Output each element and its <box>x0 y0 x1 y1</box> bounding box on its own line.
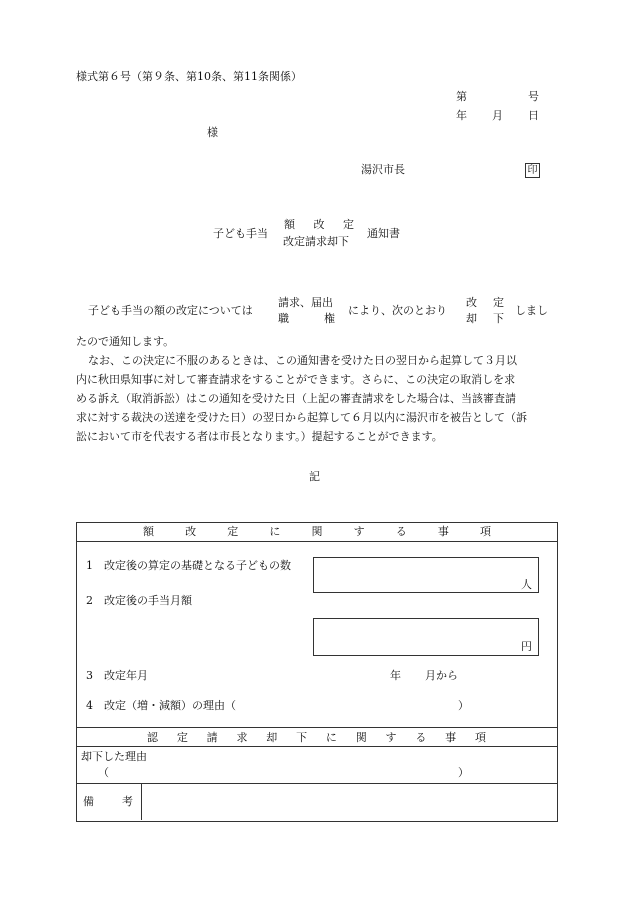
header-char: 項 <box>474 731 486 744</box>
choice2-bottom <box>466 313 504 324</box>
header-char: に <box>325 731 337 744</box>
header-char: 関 <box>311 525 323 538</box>
intro-text-before: 子ども手当の額の改定については <box>88 304 253 317</box>
intro-text-continued: たので通知します。 <box>76 335 175 348</box>
title-option-bottom: 改定請求却下 <box>283 235 349 248</box>
header-char: 改 <box>185 525 197 538</box>
rejection-close-paren: ） <box>458 766 469 779</box>
remarks-char: 考 <box>122 795 133 808</box>
seal-stamp: 印 <box>525 163 540 178</box>
choice2-bottom-char: 下 <box>493 312 504 325</box>
monthly-amount-unit: 円 <box>521 640 532 653</box>
header-char: 定 <box>176 731 188 744</box>
header-char: 認 <box>147 731 158 744</box>
header-char: 下 <box>296 731 308 744</box>
title-top-char: 定 <box>343 218 354 231</box>
children-count-field[interactable] <box>313 557 539 593</box>
choice1-top: 請求、届出 <box>278 296 333 309</box>
choice1-bottom-char: 職 <box>278 312 289 325</box>
section1-header <box>143 526 491 537</box>
item4-close-paren: ） <box>458 699 469 712</box>
item4-label: 4 改定（増・減額）の理由（ <box>86 699 236 712</box>
header-char: 請 <box>206 731 218 744</box>
header-char: る <box>395 525 407 538</box>
notice-line: める訴え（取消訴訟）はこの通知を受けた日（上記の審査請求をした場合は、当該審査請 <box>76 392 516 405</box>
rejection-open-paren: （ <box>98 766 109 779</box>
choice1-bottom <box>278 313 335 324</box>
revision-month: 月から <box>425 669 458 682</box>
date-day: 日 <box>528 109 539 122</box>
children-count-unit: 人 <box>521 578 532 591</box>
header-char: 項 <box>480 525 491 538</box>
divider <box>76 541 557 542</box>
title-prefix: 子ども手当 <box>213 227 268 240</box>
ki-heading: 記 <box>309 470 320 483</box>
doc-number-suffix: 号 <box>528 90 539 103</box>
rejection-reason-label: 却下した理由 <box>81 750 147 763</box>
header-char: 事 <box>445 731 457 744</box>
form-number: 様式第６号（第９条、第10条、第11条関係） <box>76 70 302 83</box>
remarks-char: 備 <box>83 795 94 808</box>
date-year: 年 <box>456 109 467 122</box>
header-char: に <box>269 525 281 538</box>
header-char: す <box>353 525 365 538</box>
notice-line: 求に対する裁決の送達を受けた日）の翌日から起算して６月以内に湯沢市を被告として（訴 <box>76 411 527 424</box>
revision-year: 年 <box>390 669 401 682</box>
notice-line: 内に秋田県知事に対して審査請求をすることができます。さらに、この決定の取消しを求 <box>76 373 516 386</box>
notice-line: 訟において市を代表する者は市長となります。）提起することができます。 <box>76 430 443 443</box>
header-char: 定 <box>227 525 239 538</box>
header-char: る <box>415 731 427 744</box>
header-char: 事 <box>437 525 449 538</box>
divider <box>76 727 557 728</box>
date-month: 月 <box>492 109 503 122</box>
doc-number-prefix: 第 <box>456 90 467 103</box>
header-char: す <box>385 731 397 744</box>
header-char: 関 <box>355 731 367 744</box>
title-suffix: 通知書 <box>367 227 400 240</box>
title-option-top <box>284 219 354 230</box>
choice2-bottom-char: 却 <box>466 312 477 325</box>
intro-text-after: しまし <box>515 304 548 317</box>
choice2-top-char: 改 <box>466 296 477 309</box>
intro-text-mid: により、次のとおり <box>348 304 447 317</box>
header-char: 却 <box>266 731 278 744</box>
choice2-top <box>466 297 504 308</box>
remarks-field[interactable] <box>142 784 555 819</box>
divider <box>76 746 557 747</box>
item3-label: 3 改定年月 <box>86 669 148 682</box>
header-char: 求 <box>236 731 248 744</box>
notice-line: なお、この決定に不服のあるときは、この通知書を受けた日の翌日から起算して３月以 <box>88 354 517 367</box>
item2-label: 2 改定後の手当月額 <box>86 594 192 607</box>
choice2-top-char: 定 <box>493 296 504 309</box>
issuer-name: 湯沢市長 <box>361 163 405 176</box>
section2-header <box>147 732 486 743</box>
remarks-label <box>83 796 133 807</box>
monthly-amount-field[interactable] <box>313 618 539 656</box>
title-top-char: 額 <box>284 218 295 231</box>
title-top-char: 改 <box>313 218 325 231</box>
header-char: 額 <box>143 525 154 538</box>
choice1-bottom-char: 権 <box>324 312 335 325</box>
addressee-suffix: 様 <box>207 126 218 139</box>
item1-label: 1 改定後の算定の基礎となる子どもの数 <box>86 559 291 572</box>
